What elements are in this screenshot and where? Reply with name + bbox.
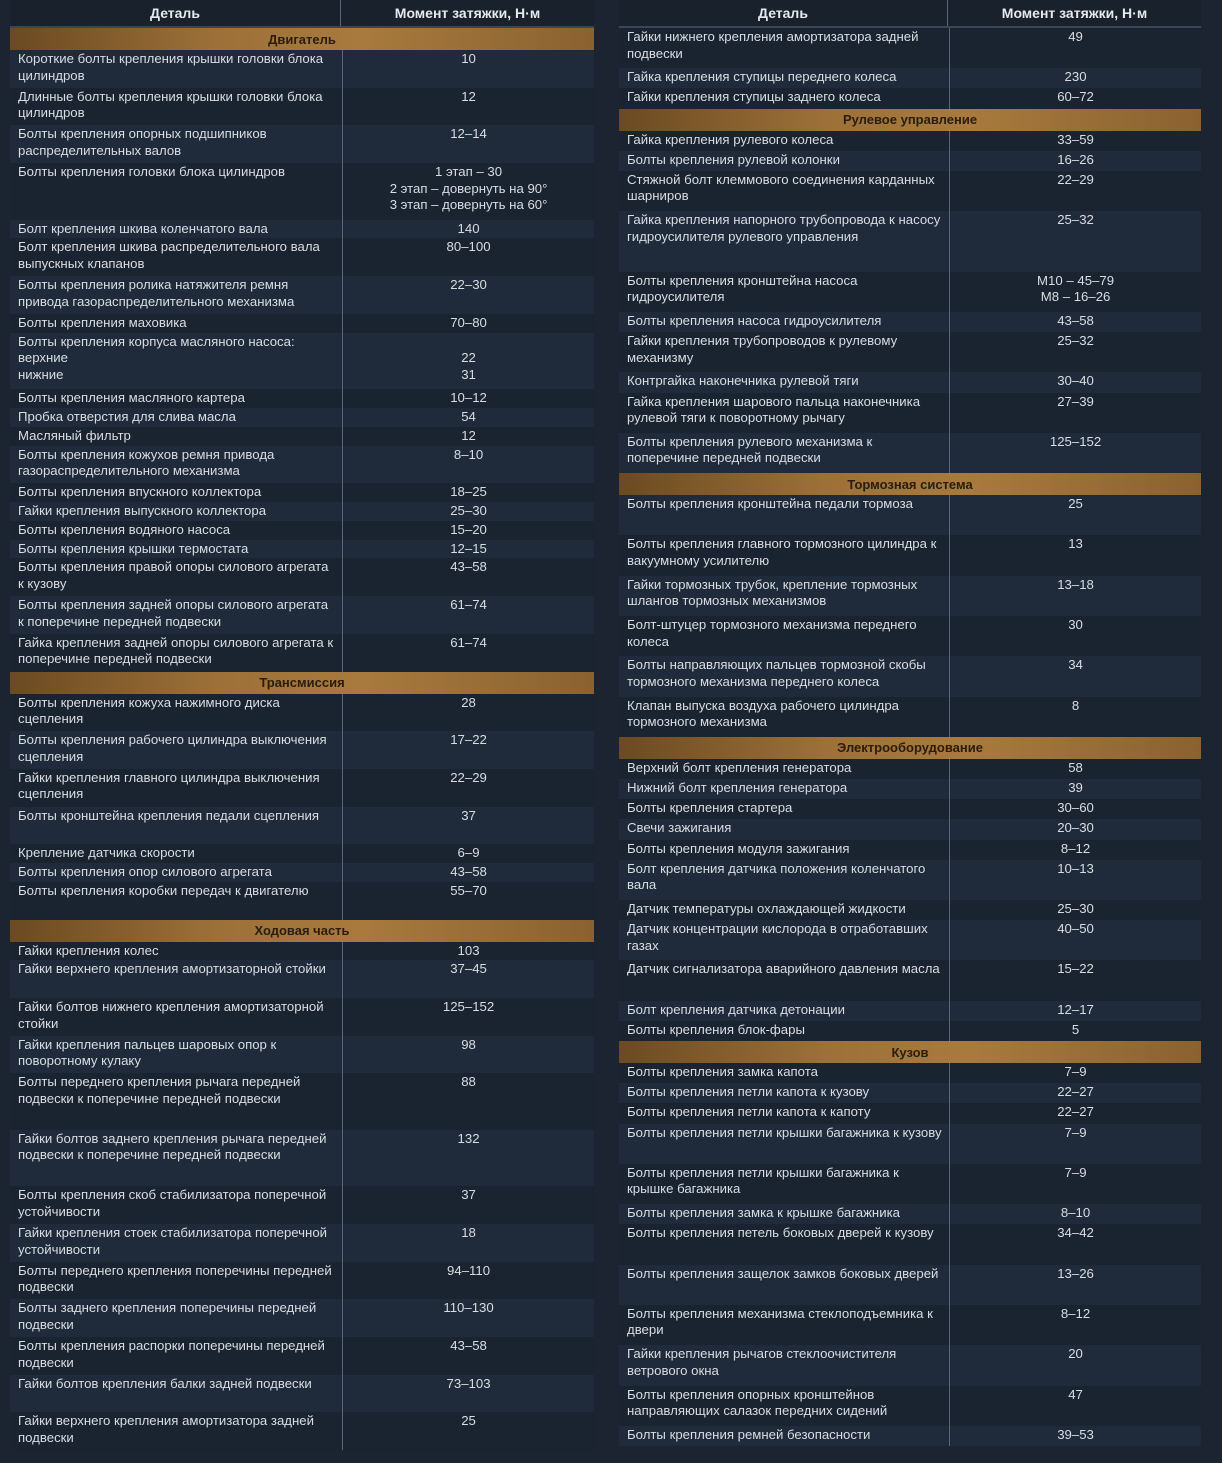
part-cell: Гайка крепления ступицы переднего колеса bbox=[619, 68, 950, 88]
part-cell: Болты крепления главного тормозного цилиндра к вакуумному усилителю bbox=[619, 535, 950, 575]
torque-cell: 1 этап – 30 2 этап – довернуть на 90° 3 этап – довернуть на 60° bbox=[389, 164, 548, 213]
table-row bbox=[619, 272, 1201, 312]
torque-cell: 7–9 bbox=[1064, 1064, 1087, 1080]
table-row bbox=[10, 694, 594, 732]
torque-cell: 98 bbox=[461, 1036, 476, 1052]
table-row bbox=[619, 332, 1201, 372]
table-row bbox=[619, 1021, 1201, 1041]
torque-cell: 80–100 bbox=[446, 239, 491, 255]
table-row bbox=[10, 333, 594, 390]
table-row bbox=[10, 769, 594, 807]
table-row bbox=[619, 151, 1201, 171]
table-row bbox=[10, 502, 594, 521]
table-row bbox=[10, 1375, 594, 1413]
part-cell: Болты крепления впускного коллектора bbox=[10, 483, 343, 502]
table-row bbox=[619, 1224, 1201, 1264]
torque-cell: 37–45 bbox=[450, 961, 487, 977]
torque-cell: 6–9 bbox=[457, 845, 480, 861]
part-cell: Болты крепления кожухов ремня привода газораспределительного механизма bbox=[10, 446, 343, 484]
torque-cell: 15–22 bbox=[1057, 961, 1094, 977]
table-row bbox=[10, 1130, 594, 1187]
torque-column-header: Момент затяжки, Н·м bbox=[1001, 5, 1148, 21]
table-row bbox=[619, 1124, 1201, 1164]
part-cell: Болты крепления задней опоры силового агрегата к поперечине передней подвески bbox=[10, 596, 343, 634]
table-row bbox=[619, 88, 1201, 108]
part-cell: Гайки крепления пальцев шаровых опор к поворотному кулаку bbox=[10, 1036, 343, 1074]
table-row bbox=[10, 1337, 594, 1375]
part-cell: Болты крепления насоса гидроусилителя bbox=[619, 312, 950, 332]
torque-cell: 30–60 bbox=[1057, 800, 1094, 816]
part-cell: Болты крепления модуля зажигания bbox=[619, 840, 950, 860]
table-row bbox=[619, 1164, 1201, 1204]
part-cell: Датчик концентрации кислорода в отработавших газах bbox=[619, 920, 950, 960]
part-cell: Болты крепления стартера bbox=[619, 799, 950, 819]
torque-cell: 43–58 bbox=[450, 864, 487, 880]
table-header bbox=[10, 0, 594, 28]
torque-cell: 60–72 bbox=[1057, 89, 1094, 105]
table-row bbox=[619, 799, 1201, 819]
table-row bbox=[10, 1412, 594, 1450]
torque-cell: 8–12 bbox=[1060, 840, 1091, 856]
table-row bbox=[619, 28, 1201, 68]
table-row bbox=[619, 372, 1201, 392]
torque-cell: 58 bbox=[1068, 759, 1083, 775]
table-row bbox=[619, 656, 1201, 696]
torque-cell: 30–40 bbox=[1057, 373, 1094, 389]
part-cell: Болты крепления петли крышки багажника к кузову bbox=[619, 1124, 950, 1164]
part-cell: Болты крепления маховика bbox=[10, 314, 343, 333]
torque-cell: 10–13 bbox=[1057, 860, 1094, 876]
torque-cell: 12–15 bbox=[450, 540, 487, 556]
part-cell: Болты крепления рулевой колонки bbox=[619, 151, 950, 171]
part-cell: Масляный фильтр bbox=[10, 427, 343, 446]
table-row bbox=[10, 50, 594, 88]
section-title: Кузов bbox=[619, 1041, 1201, 1063]
torque-cell: 20 bbox=[1068, 1346, 1083, 1362]
torque-cell: 25 bbox=[1068, 496, 1083, 512]
torque-cell: M10 – 45–79 M8 – 16–26 bbox=[1037, 272, 1115, 305]
torque-cell: 94–110 bbox=[447, 1262, 491, 1278]
part-cell: Болт-штуцер тормозного механизма переднего колеса bbox=[619, 616, 950, 656]
table-row bbox=[10, 276, 594, 314]
table-row bbox=[10, 1036, 594, 1074]
part-cell: Болты крепления коробки передач к двигателю bbox=[10, 882, 343, 920]
torque-cell: 22 31 bbox=[461, 350, 476, 382]
table-row bbox=[619, 1103, 1201, 1123]
torque-cell: 55–70 bbox=[450, 882, 487, 898]
part-cell: Болты крепления кронштейна педали тормоза bbox=[619, 495, 950, 535]
torque-cell: 34 bbox=[1068, 657, 1083, 673]
table-header bbox=[619, 0, 1201, 28]
torque-column-header: Момент затяжки, Н·м bbox=[394, 5, 541, 21]
torque-cell: 17–22 bbox=[450, 732, 487, 748]
part-cell: Болты направляющих пальцев тормозной скобы тормозного механизма переднего колеса bbox=[619, 656, 950, 696]
torque-cell: 30 bbox=[1068, 617, 1083, 633]
torque-cell: 25–30 bbox=[1057, 901, 1094, 917]
torque-cell: 18–25 bbox=[450, 484, 487, 500]
table-row bbox=[10, 220, 594, 239]
torque-cell: 43–58 bbox=[450, 1338, 487, 1354]
part-cell: Болты крепления опорных подшипников распределительных валов bbox=[10, 125, 343, 163]
table-row bbox=[619, 840, 1201, 860]
table-row bbox=[619, 920, 1201, 960]
part-cell: Болты крепления петли капота к кузову bbox=[619, 1083, 950, 1103]
torque-cell: 20–30 bbox=[1057, 820, 1094, 836]
torque-cell: 12–17 bbox=[1057, 1001, 1094, 1017]
torque-cell: 22–27 bbox=[1057, 1084, 1094, 1100]
part-cell: Болты кронштейна крепления педали сцепления bbox=[10, 807, 343, 845]
torque-cell: 43–58 bbox=[450, 559, 487, 575]
part-cell: Нижний болт крепления генератора bbox=[619, 779, 950, 799]
part-cell: Болты крепления опор силового агрегата bbox=[10, 863, 343, 882]
part-cell: Болты заднего крепления поперечины передней подвески bbox=[10, 1299, 343, 1337]
torque-cell: 22–27 bbox=[1057, 1104, 1094, 1120]
part-cell: Болты крепления ролика натяжителя ремня привода газораспределительного механизма bbox=[10, 276, 343, 314]
part-cell: Контргайка наконечника рулевой тяги bbox=[619, 372, 950, 392]
torque-cell: 25 bbox=[461, 1413, 476, 1429]
part-cell: Длинные болты крепления крышки головки блока цилиндров bbox=[10, 88, 343, 126]
part-cell: Болты крепления распорки поперечины передней подвески bbox=[10, 1337, 343, 1375]
section-title: Рулевое управление bbox=[619, 109, 1201, 131]
part-cell: Болты крепления рабочего цилиндра выключения сцепления bbox=[10, 731, 343, 769]
table-row bbox=[10, 1186, 594, 1224]
table-row bbox=[619, 819, 1201, 839]
table-row bbox=[10, 163, 594, 220]
table-row bbox=[619, 68, 1201, 88]
section-title: Двигатель bbox=[10, 28, 594, 50]
torque-cell: 125–152 bbox=[1049, 433, 1102, 449]
torque-cell: 22–30 bbox=[450, 277, 487, 293]
table-row bbox=[10, 540, 594, 559]
table-row bbox=[10, 1262, 594, 1300]
part-cell: Гайки крепления колес bbox=[10, 942, 343, 961]
section-title: Электрооборудование bbox=[619, 737, 1201, 759]
table-row bbox=[10, 1073, 594, 1130]
part-cell: Датчик температуры охлаждающей жидкости bbox=[619, 900, 950, 920]
table-row bbox=[619, 759, 1201, 779]
torque-cell: 140 bbox=[457, 220, 480, 236]
part-cell: Болты крепления опорных кронштейнов направляющих салазок передних сидений bbox=[619, 1386, 950, 1426]
torque-cell: 25–32 bbox=[1057, 212, 1094, 228]
table-row bbox=[619, 171, 1201, 211]
torque-cell: 54 bbox=[461, 408, 476, 424]
table-row bbox=[619, 211, 1201, 271]
torque-cell: 110–130 bbox=[443, 1300, 494, 1316]
torque-cell: 18 bbox=[461, 1225, 476, 1241]
table-row bbox=[619, 900, 1201, 920]
torque-cell: 73–103 bbox=[446, 1375, 491, 1391]
torque-cell: 37 bbox=[461, 807, 476, 823]
torque-cell: 13–26 bbox=[1057, 1265, 1094, 1281]
table-row bbox=[619, 616, 1201, 656]
right-torque-table bbox=[619, 0, 1201, 1446]
table-row bbox=[619, 1204, 1201, 1224]
table-row bbox=[619, 779, 1201, 799]
table-row bbox=[619, 393, 1201, 433]
table-row bbox=[10, 960, 594, 998]
torque-cell: 10–12 bbox=[450, 390, 487, 406]
part-cell: Болты переднего крепления поперечины передней подвески bbox=[10, 1262, 343, 1300]
torque-cell: 8–10 bbox=[453, 446, 484, 462]
part-cell: Болты крепления замка к крышке багажника bbox=[619, 1204, 950, 1224]
table-row bbox=[619, 860, 1201, 900]
torque-cell: 132 bbox=[457, 1130, 480, 1146]
torque-cell: 16–26 bbox=[1057, 151, 1094, 167]
part-cell: Крепление датчика скорости bbox=[10, 844, 343, 863]
part-cell: Стяжной болт клеммового соединения карданных шарниров bbox=[619, 171, 950, 211]
torque-cell: 230 bbox=[1064, 69, 1087, 85]
torque-cell: 61–74 bbox=[450, 634, 487, 650]
part-cell: Болты крепления крышки термостата bbox=[10, 540, 343, 559]
part-cell: Болт крепления датчика положения коленчатого вала bbox=[619, 860, 950, 900]
table-row bbox=[10, 389, 594, 408]
table-row bbox=[619, 1063, 1201, 1083]
torque-cell: 125–152 bbox=[442, 999, 495, 1015]
part-cell: Гайка крепления рулевого колеса bbox=[619, 131, 950, 151]
part-cell: Болты переднего крепления рычага передней подвески к поперечине передней подвески bbox=[10, 1073, 343, 1130]
table-row bbox=[10, 483, 594, 502]
table-row bbox=[10, 238, 594, 276]
torque-cell: 7–9 bbox=[1064, 1124, 1087, 1140]
part-cell: Гайки крепления трубопроводов к рулевому механизму bbox=[619, 332, 950, 372]
table-row bbox=[619, 1001, 1201, 1021]
section-title: Ходовая часть bbox=[10, 920, 594, 942]
table-row bbox=[10, 634, 594, 672]
part-cell: Болты крепления петли капота к капоту bbox=[619, 1103, 950, 1123]
torque-cell: 61–74 bbox=[450, 597, 487, 613]
table-row bbox=[619, 1426, 1201, 1446]
torque-cell: 8–10 bbox=[1060, 1205, 1091, 1221]
part-cell: Верхний болт крепления генератора bbox=[619, 759, 950, 779]
torque-cell: 28 bbox=[461, 694, 476, 710]
torque-cell: 12 bbox=[461, 427, 476, 443]
part-cell: Гайки крепления ступицы заднего колеса bbox=[619, 88, 950, 108]
table-row bbox=[10, 446, 594, 484]
part-cell: Болты крепления защелок замков боковых дверей bbox=[619, 1265, 950, 1305]
part-cell: Болты крепления замка капота bbox=[619, 1063, 950, 1083]
table-row bbox=[619, 495, 1201, 535]
section-title: Трансмиссия bbox=[10, 672, 594, 694]
part-cell: Пробка отверстия для слива масла bbox=[10, 408, 343, 427]
table-row bbox=[10, 558, 594, 596]
part-cell: Гайки болтов крепления балки задней подвески bbox=[10, 1375, 343, 1413]
left-torque-table bbox=[10, 0, 594, 1450]
torque-cell: 39–53 bbox=[1057, 1426, 1094, 1442]
part-column-header: Деталь bbox=[10, 0, 341, 26]
torque-cell: 7–9 bbox=[1064, 1164, 1087, 1180]
part-cell: Болты крепления кронштейна насоса гидроусилителя bbox=[619, 272, 950, 312]
table-row bbox=[619, 697, 1201, 737]
torque-cell: 13 bbox=[1068, 536, 1083, 552]
part-cell: Болты крепления рулевого механизма к поперечине передней подвески bbox=[619, 433, 950, 473]
part-cell: Датчик сигнализатора аварийного давления масла bbox=[619, 960, 950, 1000]
part-cell: Гайка крепления шарового пальца наконечника рулевой тяги к поворотному рычагу bbox=[619, 393, 950, 433]
table-row bbox=[10, 1224, 594, 1262]
table-row bbox=[10, 807, 594, 845]
torque-cell: 43–58 bbox=[1057, 312, 1094, 328]
part-cell: Гайки нижнего крепления амортизатора задней подвески bbox=[619, 28, 950, 68]
part-cell: Болты крепления масляного картера bbox=[10, 389, 343, 408]
table-row bbox=[619, 1386, 1201, 1426]
table-row bbox=[10, 1299, 594, 1337]
part-cell: Болты крепления корпуса масляного насоса: верхние нижние bbox=[10, 333, 343, 390]
part-cell: Гайка крепления задней опоры силового агрегата к поперечине передней подвески bbox=[10, 634, 343, 672]
table-row bbox=[619, 433, 1201, 473]
table-row bbox=[10, 844, 594, 863]
table-row bbox=[10, 942, 594, 961]
table-row bbox=[10, 863, 594, 882]
torque-cell: 40–50 bbox=[1057, 921, 1094, 937]
table-row bbox=[10, 427, 594, 446]
torque-cell: 5 bbox=[1071, 1021, 1080, 1037]
part-cell: Болты крепления головки блока цилиндров bbox=[10, 163, 343, 220]
table-row bbox=[619, 576, 1201, 616]
table-row bbox=[10, 998, 594, 1036]
torque-cell: 22–29 bbox=[450, 769, 487, 785]
part-cell: Болты крепления правой опоры силового агрегата к кузову bbox=[10, 558, 343, 596]
torque-cell: 8–12 bbox=[1060, 1305, 1091, 1321]
part-cell: Гайки крепления главного цилиндра выключения сцепления bbox=[10, 769, 343, 807]
part-cell: Гайки верхнего крепления амортизатора задней подвески bbox=[10, 1412, 343, 1450]
part-cell: Гайки крепления рычагов стеклоочистителя ветрового окна bbox=[619, 1345, 950, 1385]
table-row bbox=[619, 960, 1201, 1000]
table-row bbox=[10, 596, 594, 634]
table-row bbox=[10, 882, 594, 920]
torque-cell: 88 bbox=[461, 1074, 476, 1090]
torque-cell: 70–80 bbox=[450, 314, 487, 330]
table-row bbox=[10, 731, 594, 769]
table-row bbox=[619, 535, 1201, 575]
part-cell: Болты крепления ремней безопасности bbox=[619, 1426, 950, 1446]
torque-cell: 15–20 bbox=[450, 521, 487, 537]
part-cell: Гайки болтов заднего крепления рычага передней подвески к поперечине передней подвески bbox=[10, 1130, 343, 1187]
part-column-header: Деталь bbox=[619, 0, 948, 26]
table-row bbox=[619, 131, 1201, 151]
torque-cell: 12–14 bbox=[450, 126, 487, 142]
part-cell: Болт крепления датчика детонации bbox=[619, 1001, 950, 1021]
part-cell: Болты крепления петли крышки багажника к крышке багажника bbox=[619, 1164, 950, 1204]
part-cell: Болты крепления водяного насоса bbox=[10, 521, 343, 540]
table-row bbox=[10, 521, 594, 540]
table-row bbox=[619, 1083, 1201, 1103]
torque-cell: 22–29 bbox=[1057, 171, 1094, 187]
part-cell: Гайка крепления напорного трубопровода к насосу гидроусилителя рулевого управления bbox=[619, 211, 950, 271]
part-cell: Болты крепления петель боковых дверей к кузову bbox=[619, 1224, 950, 1264]
part-cell: Болт крепления шкива коленчатого вала bbox=[10, 220, 343, 239]
part-cell: Гайки болтов нижнего крепления амортизаторной стойки bbox=[10, 998, 343, 1036]
table-row bbox=[10, 408, 594, 427]
torque-cell: 8 bbox=[1071, 697, 1080, 713]
part-cell: Болты крепления механизма стеклоподъемника к двери bbox=[619, 1305, 950, 1345]
torque-cell: 34–42 bbox=[1057, 1225, 1094, 1241]
torque-cell: 25–32 bbox=[1057, 333, 1094, 349]
table-row bbox=[10, 125, 594, 163]
table-row bbox=[619, 1305, 1201, 1345]
table-row bbox=[619, 1345, 1201, 1385]
torque-cell: 103 bbox=[457, 942, 480, 958]
part-cell: Гайки крепления стоек стабилизатора поперечной устойчивости bbox=[10, 1224, 343, 1262]
part-cell: Свечи зажигания bbox=[619, 819, 950, 839]
torque-cell: 13–18 bbox=[1057, 576, 1094, 592]
torque-cell: 33–59 bbox=[1057, 131, 1094, 147]
torque-cell: 39 bbox=[1068, 780, 1083, 796]
section-title: Тормозная система bbox=[619, 473, 1201, 495]
part-cell: Гайки верхнего крепления амортизаторной стойки bbox=[10, 960, 343, 998]
torque-cell: 12 bbox=[461, 88, 476, 104]
table-row bbox=[10, 88, 594, 126]
part-cell: Клапан выпуска воздуха рабочего цилиндра тормозного механизма bbox=[619, 697, 950, 737]
part-cell: Гайки тормозных трубок, крепление тормозных шлангов тормозных механизмов bbox=[619, 576, 950, 616]
torque-cell: 10 bbox=[461, 51, 476, 66]
torque-cell: 47 bbox=[1068, 1386, 1083, 1402]
part-cell: Короткие болты крепления крышки головки блока цилиндров bbox=[10, 50, 343, 88]
table-row bbox=[619, 1265, 1201, 1305]
torque-cell: 27–39 bbox=[1057, 393, 1094, 409]
part-cell: Болты крепления скоб стабилизатора поперечной устойчивости bbox=[10, 1186, 343, 1224]
torque-cell: 37 bbox=[461, 1187, 476, 1203]
table-row bbox=[619, 312, 1201, 332]
part-cell: Болты крепления блок-фары bbox=[619, 1021, 950, 1041]
table-row bbox=[10, 314, 594, 333]
part-cell: Болты крепления кожуха нажимного диска сцепления bbox=[10, 694, 343, 732]
torque-cell: 25–30 bbox=[450, 503, 487, 518]
torque-cell: 49 bbox=[1068, 29, 1083, 44]
part-cell: Болт крепления шкива распределительного вала выпускных клапанов bbox=[10, 238, 343, 276]
part-cell: Гайки крепления выпускного коллектора bbox=[10, 502, 343, 521]
